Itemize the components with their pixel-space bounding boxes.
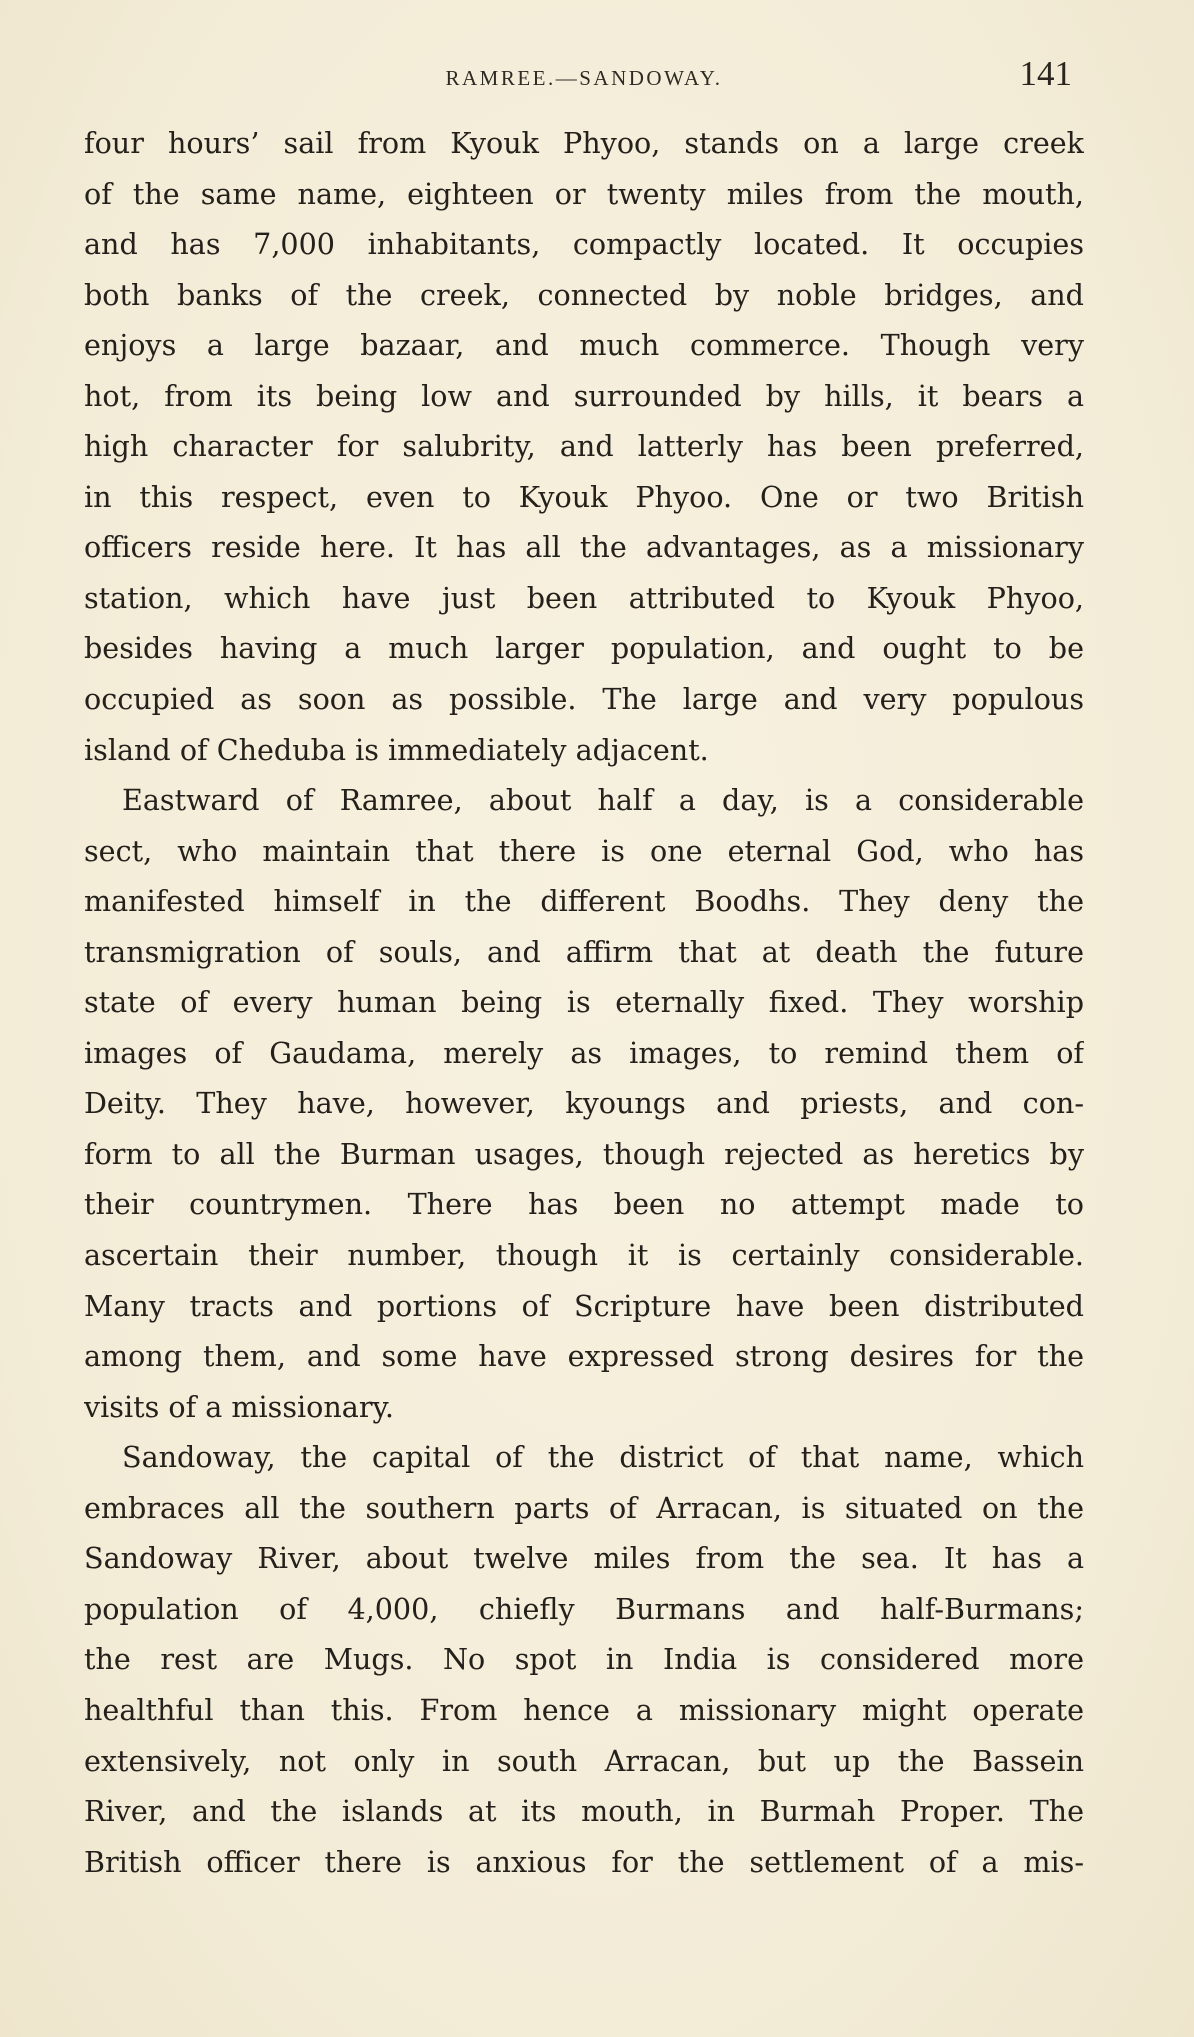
paragraph-first-line: Sandoway, the capital of the district of that name, which [122, 1440, 1084, 1475]
text-line: and has 7,000 inhabitants, compactly located. It occupies [84, 227, 1084, 262]
text-line: of the same name, eighteen or twenty miles from the mouth, [84, 176, 1084, 211]
running-head: RAMREE.—SANDOWAY. [445, 66, 723, 90]
text-line: British officer there is anxious for the settlement of a mis- [84, 1844, 1084, 1879]
text-line: extensively, not only in south Arracan, but up the Bassein [84, 1743, 1084, 1778]
text-line: four hours’ sail from Kyouk Phyoo, stands on a large creek [84, 126, 1084, 160]
text-line: transmigration of souls, and affirm that at death the future [84, 934, 1084, 969]
text-line: manifested himself in the different Boodhs. They deny the [84, 884, 1084, 919]
paragraph-first-line: Eastward of Ramree, about half a day, is a considerable [122, 783, 1084, 818]
text-line: station, which have just been attributed to Kyouk Phyoo, [84, 580, 1084, 615]
text-line: visits of a missionary. [84, 1389, 394, 1424]
body-text [84, 118, 1084, 1887]
text-line: enjoys a large bazaar, and much commerce. Though very [84, 328, 1084, 363]
text-line: Many tracts and portions of Scripture have been distributed [84, 1288, 1084, 1323]
text-line: Sandoway River, about twelve miles from the sea. It has a [84, 1541, 1084, 1576]
text-line: form to all the Burman usages, though rejected as heretics by [84, 1136, 1084, 1171]
text-line: images of Gaudama, merely as images, to remind them of [84, 1035, 1084, 1070]
text-line: their countrymen. There has been no attempt made to [84, 1187, 1084, 1222]
text-line: among them, and some have expressed strong desires for the [84, 1339, 1084, 1374]
page-number: 141 [1019, 54, 1072, 93]
text-line: embraces all the southern parts of Arracan, is situated on the [84, 1490, 1084, 1525]
text-line: sect, who maintain that there is one eternal God, who has [84, 833, 1084, 868]
text-line: Deity. They have, however, kyoungs and priests, and con- [84, 1086, 1084, 1121]
text-line: River, and the islands at its mouth, in Burmah Proper. The [84, 1794, 1084, 1829]
text-line: healthful than this. From hence a missionary might operate [84, 1692, 1084, 1727]
text-line: officers reside here. It has all the advantages, as a missionary [84, 530, 1084, 565]
text-line: population of 4,000, chiefly Burmans and half-Burmans; [84, 1591, 1084, 1626]
text-line: in this respect, even to Kyouk Phyoo. One or two British [84, 479, 1084, 514]
page-header [84, 52, 1084, 102]
text-line: state of every human being is eternally fixed. They worship [84, 985, 1084, 1020]
text-line: hot, from its being low and surrounded by hills, it bears a [84, 378, 1084, 413]
text-line: both banks of the creek, connected by noble bridges, and [84, 277, 1084, 312]
text-line: occupied as soon as possible. The large and very populous [84, 682, 1084, 717]
text-line: the rest are Mugs. No spot in India is considered more [84, 1642, 1084, 1677]
text-line: high character for salubrity, and latterly has been preferred, [84, 429, 1084, 464]
text-line: besides having a much larger population, and ought to be [84, 631, 1084, 666]
text-line: island of Cheduba is immediately adjacent. [84, 732, 709, 767]
text-line: ascertain their number, though it is certainly considerable. [84, 1238, 1084, 1273]
